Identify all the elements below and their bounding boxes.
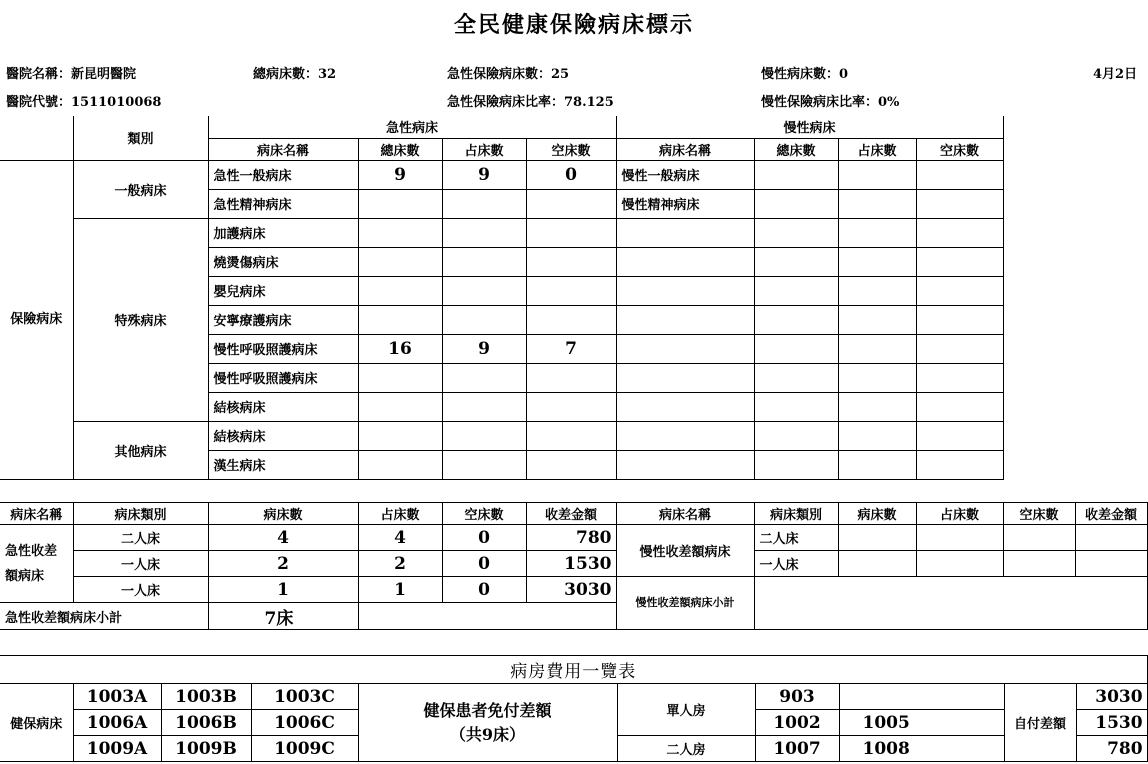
self-pay-label: 自付差額 [1004, 684, 1076, 762]
no-fee-line1: 健保患者免付差額 [423, 700, 552, 720]
h-amount: 收差金額 [526, 503, 616, 525]
acute-total [358, 276, 442, 305]
chronic-occupied [838, 247, 916, 276]
h-bed-type: 病床類別 [73, 503, 208, 525]
bed-empty: 0 [442, 577, 526, 603]
acute-subtotal-value: 7床 [208, 603, 358, 630]
acute-occupied: 9 [442, 334, 526, 363]
chronic-total [754, 363, 838, 392]
chronic-bed-name [616, 363, 754, 392]
acute-occupied [442, 276, 526, 305]
subtotal-blank [358, 603, 442, 630]
chronic-subtotal-label-text: 慢性收差額病床小計 [635, 596, 735, 609]
acute-total [358, 247, 442, 276]
header-total: 總床數 [358, 138, 442, 160]
chronic-empty [916, 450, 1003, 479]
room-number: 1007 [755, 736, 839, 762]
fee-amount: 1530 [1076, 710, 1147, 736]
chronic-empty [916, 276, 1003, 305]
bed-name: 急性精神病床 [208, 189, 358, 218]
ward-fee-title: 病房費用一覽表 [0, 656, 1147, 684]
room-number: 1003B [161, 684, 251, 710]
acute-empty [526, 421, 616, 450]
chronic-empty [916, 218, 1003, 247]
bed-name: 嬰兒病床 [208, 276, 358, 305]
fee-amount: 780 [1076, 736, 1147, 762]
bed-type: 一人床 [73, 551, 208, 577]
chronic-fee-amount [1075, 525, 1147, 551]
corner-cell [0, 138, 73, 160]
h-amount-chronic: 收差金額 [1075, 503, 1147, 525]
header-occupied-chronic: 占床數 [838, 138, 916, 160]
fee-amount: 3030 [526, 577, 616, 603]
room-number: 1008 [839, 736, 1004, 762]
h-bed-type-chronic: 病床類別 [754, 503, 838, 525]
acute-subtotal-label: 急性收差額病床小計 [0, 603, 208, 630]
bed-occupied: 1 [358, 577, 442, 603]
chronic-total [754, 160, 838, 189]
chronic-total [754, 450, 838, 479]
chronic-occupied [838, 276, 916, 305]
chronic-total [754, 392, 838, 421]
header-empty-chronic: 空床數 [916, 138, 1003, 160]
room-number: 1002 [755, 710, 839, 736]
acute-total [358, 421, 442, 450]
bed-count: 2 [208, 551, 358, 577]
chronic-total [754, 218, 838, 247]
chronic-ratio: 慢性保險病床比率：0% [761, 95, 900, 110]
bed-type: 一人床 [73, 577, 208, 603]
acute-empty [526, 305, 616, 334]
bed-name: 安寧療護病床 [208, 305, 358, 334]
chronic-empty [916, 160, 1003, 189]
group-insured [0, 160, 73, 479]
room-number [839, 684, 1004, 710]
fee-amount: 1530 [526, 551, 616, 577]
h-bed-count: 病床數 [208, 503, 358, 525]
acute-total [358, 363, 442, 392]
h-occupied: 占床數 [358, 503, 442, 525]
fee-amount: 3030 [1076, 684, 1147, 710]
chronic-subtotal-label [616, 577, 754, 630]
header-total-chronic: 總床數 [754, 138, 838, 160]
acute-total: 9 [358, 160, 442, 189]
no-fee-line2: （共9床） [449, 724, 526, 744]
chronic-bed-occupied [916, 551, 1003, 577]
h-bed-name: 病床名稱 [0, 503, 73, 525]
acute-occupied [442, 218, 526, 247]
room-number: 1006B [161, 710, 251, 736]
hospital-code: 醫院代號：1511010068 [6, 95, 162, 110]
acute-occupied [442, 363, 526, 392]
acute-occupied [442, 450, 526, 479]
chronic-empty [916, 334, 1003, 363]
acute-empty [526, 247, 616, 276]
total-beds: 總病床數：32 [253, 67, 337, 82]
chronic-beds: 慢性病床數：0 [761, 67, 849, 82]
acute-empty [526, 392, 616, 421]
chronic-bed-count [838, 525, 916, 551]
chronic-occupied [838, 450, 916, 479]
no-fee-note [358, 684, 617, 762]
acute-total [358, 450, 442, 479]
chronic-bed-name [616, 247, 754, 276]
bed-name: 急性一般病床 [208, 160, 358, 189]
h-empty-chronic: 空床數 [1003, 503, 1075, 525]
header-acute: 急性病床 [208, 116, 616, 138]
header-bed-name: 病床名稱 [208, 138, 358, 160]
chronic-occupied [838, 189, 916, 218]
corner-cell [0, 116, 73, 138]
acute-empty [526, 189, 616, 218]
chronic-bed-name [616, 276, 754, 305]
bed-occupied: 2 [358, 551, 442, 577]
chronic-total [754, 305, 838, 334]
acute-empty: 0 [526, 160, 616, 189]
acute-occupied [442, 421, 526, 450]
bed-name: 結核病床 [208, 392, 358, 421]
chronic-bed-name: 慢性精神病床 [616, 189, 754, 218]
chronic-occupied [838, 421, 916, 450]
chronic-bed-name [616, 334, 754, 363]
page-title: 全民健康保險病床標示 [453, 12, 694, 38]
chronic-fee-label: 慢性收差額病床 [616, 525, 754, 577]
acute-empty [526, 276, 616, 305]
chronic-bed-name: 慢性一般病床 [616, 160, 754, 189]
chronic-bed-empty [1003, 525, 1075, 551]
bed-name: 慢性呼吸照護病床 [208, 363, 358, 392]
chronic-bed-type: 二人床 [754, 525, 838, 551]
acute-empty: 7 [526, 334, 616, 363]
acute-total [358, 218, 442, 247]
bed-count: 4 [208, 525, 358, 551]
acute-total: 16 [358, 334, 442, 363]
acute-total [358, 189, 442, 218]
h-occupied-chronic: 占床數 [916, 503, 1003, 525]
chronic-fee-amount [1075, 551, 1147, 577]
chronic-occupied [838, 392, 916, 421]
chronic-total [754, 247, 838, 276]
chronic-empty [916, 305, 1003, 334]
chronic-bed-name [616, 421, 754, 450]
room-number: 1003C [251, 684, 358, 710]
chronic-total [754, 276, 838, 305]
acute-fee-label [0, 525, 73, 603]
chronic-bed-empty [1003, 551, 1075, 577]
chronic-bed-name [616, 218, 754, 247]
double-room-label: 二人房 [617, 736, 755, 762]
header-chronic: 慢性病床 [616, 116, 1003, 138]
date: 4月2日 [1093, 67, 1138, 82]
bed-name: 加護病床 [208, 218, 358, 247]
room-number: 1003A [73, 684, 161, 710]
room-number: 903 [755, 684, 839, 710]
chronic-bed-type: 一人床 [754, 551, 838, 577]
acute-fee-label-text: 急性收差額病床 [5, 543, 58, 584]
acute-occupied: 9 [442, 160, 526, 189]
chronic-total [754, 189, 838, 218]
chronic-empty [916, 363, 1003, 392]
acute-total [358, 305, 442, 334]
single-room-label: 單人房 [617, 684, 755, 736]
acute-empty [526, 363, 616, 392]
chronic-bed-occupied [916, 525, 1003, 551]
chronic-total [754, 334, 838, 363]
subtotal-blank [526, 603, 616, 630]
bed-type: 二人床 [73, 525, 208, 551]
chronic-bed-name [616, 392, 754, 421]
room-number: 1009C [251, 736, 358, 762]
bed-name: 結核病床 [208, 421, 358, 450]
chronic-subtotal-value [754, 577, 1147, 603]
header-category: 類別 [73, 116, 208, 160]
chronic-empty [916, 189, 1003, 218]
room-number: 1006A [73, 710, 161, 736]
h-bed-name-chronic: 病床名稱 [616, 503, 754, 525]
bed-empty: 0 [442, 525, 526, 551]
chronic-occupied [838, 218, 916, 247]
chronic-occupied [838, 160, 916, 189]
header-empty: 空床數 [526, 138, 616, 160]
acute-occupied [442, 247, 526, 276]
h-empty: 空床數 [442, 503, 526, 525]
chronic-empty [916, 247, 1003, 276]
chronic-bed-name [616, 305, 754, 334]
header-occupied: 占床數 [442, 138, 526, 160]
bed-empty: 0 [442, 551, 526, 577]
group-insured-label: 保險病床 [10, 311, 63, 327]
category-special: 特殊病床 [73, 218, 208, 421]
acute-total [358, 392, 442, 421]
chronic-occupied [838, 305, 916, 334]
chronic-bed-count [838, 551, 916, 577]
acute-occupied [442, 392, 526, 421]
bed-occupied: 4 [358, 525, 442, 551]
bed-count: 1 [208, 577, 358, 603]
room-number: 1009A [73, 736, 161, 762]
hospital-name: 醫院名稱：新昆明醫院 [6, 67, 137, 82]
fee-amount: 780 [526, 525, 616, 551]
acute-empty [526, 450, 616, 479]
category-other: 其他病床 [73, 421, 208, 479]
chronic-occupied [838, 363, 916, 392]
subtotal-blank [442, 603, 526, 630]
chronic-occupied [838, 334, 916, 363]
fee-bed-table [0, 502, 1148, 630]
room-number: 1005 [839, 710, 1004, 736]
bed-table [0, 116, 1004, 480]
header-bed-name-chronic: 病床名稱 [616, 138, 754, 160]
ward-fee-table [0, 655, 1148, 762]
chronic-empty [916, 421, 1003, 450]
acute-empty [526, 218, 616, 247]
category-general: 一般病床 [73, 160, 208, 218]
chronic-empty [916, 392, 1003, 421]
chronic-subtotal-blank [754, 603, 1147, 630]
acute-beds: 急性保險病床數：25 [447, 67, 570, 82]
acute-occupied [442, 305, 526, 334]
chronic-bed-name [616, 450, 754, 479]
insured-bed-label: 健保病床 [0, 684, 73, 762]
h-bed-count-chronic: 病床數 [838, 503, 916, 525]
acute-ratio: 急性保險病床比率：78.125 [447, 95, 614, 110]
acute-occupied [442, 189, 526, 218]
bed-name: 慢性呼吸照護病床 [208, 334, 358, 363]
bed-name: 燒燙傷病床 [208, 247, 358, 276]
room-number: 1009B [161, 736, 251, 762]
chronic-total [754, 421, 838, 450]
room-number: 1006C [251, 710, 358, 736]
bed-name: 漢生病床 [208, 450, 358, 479]
